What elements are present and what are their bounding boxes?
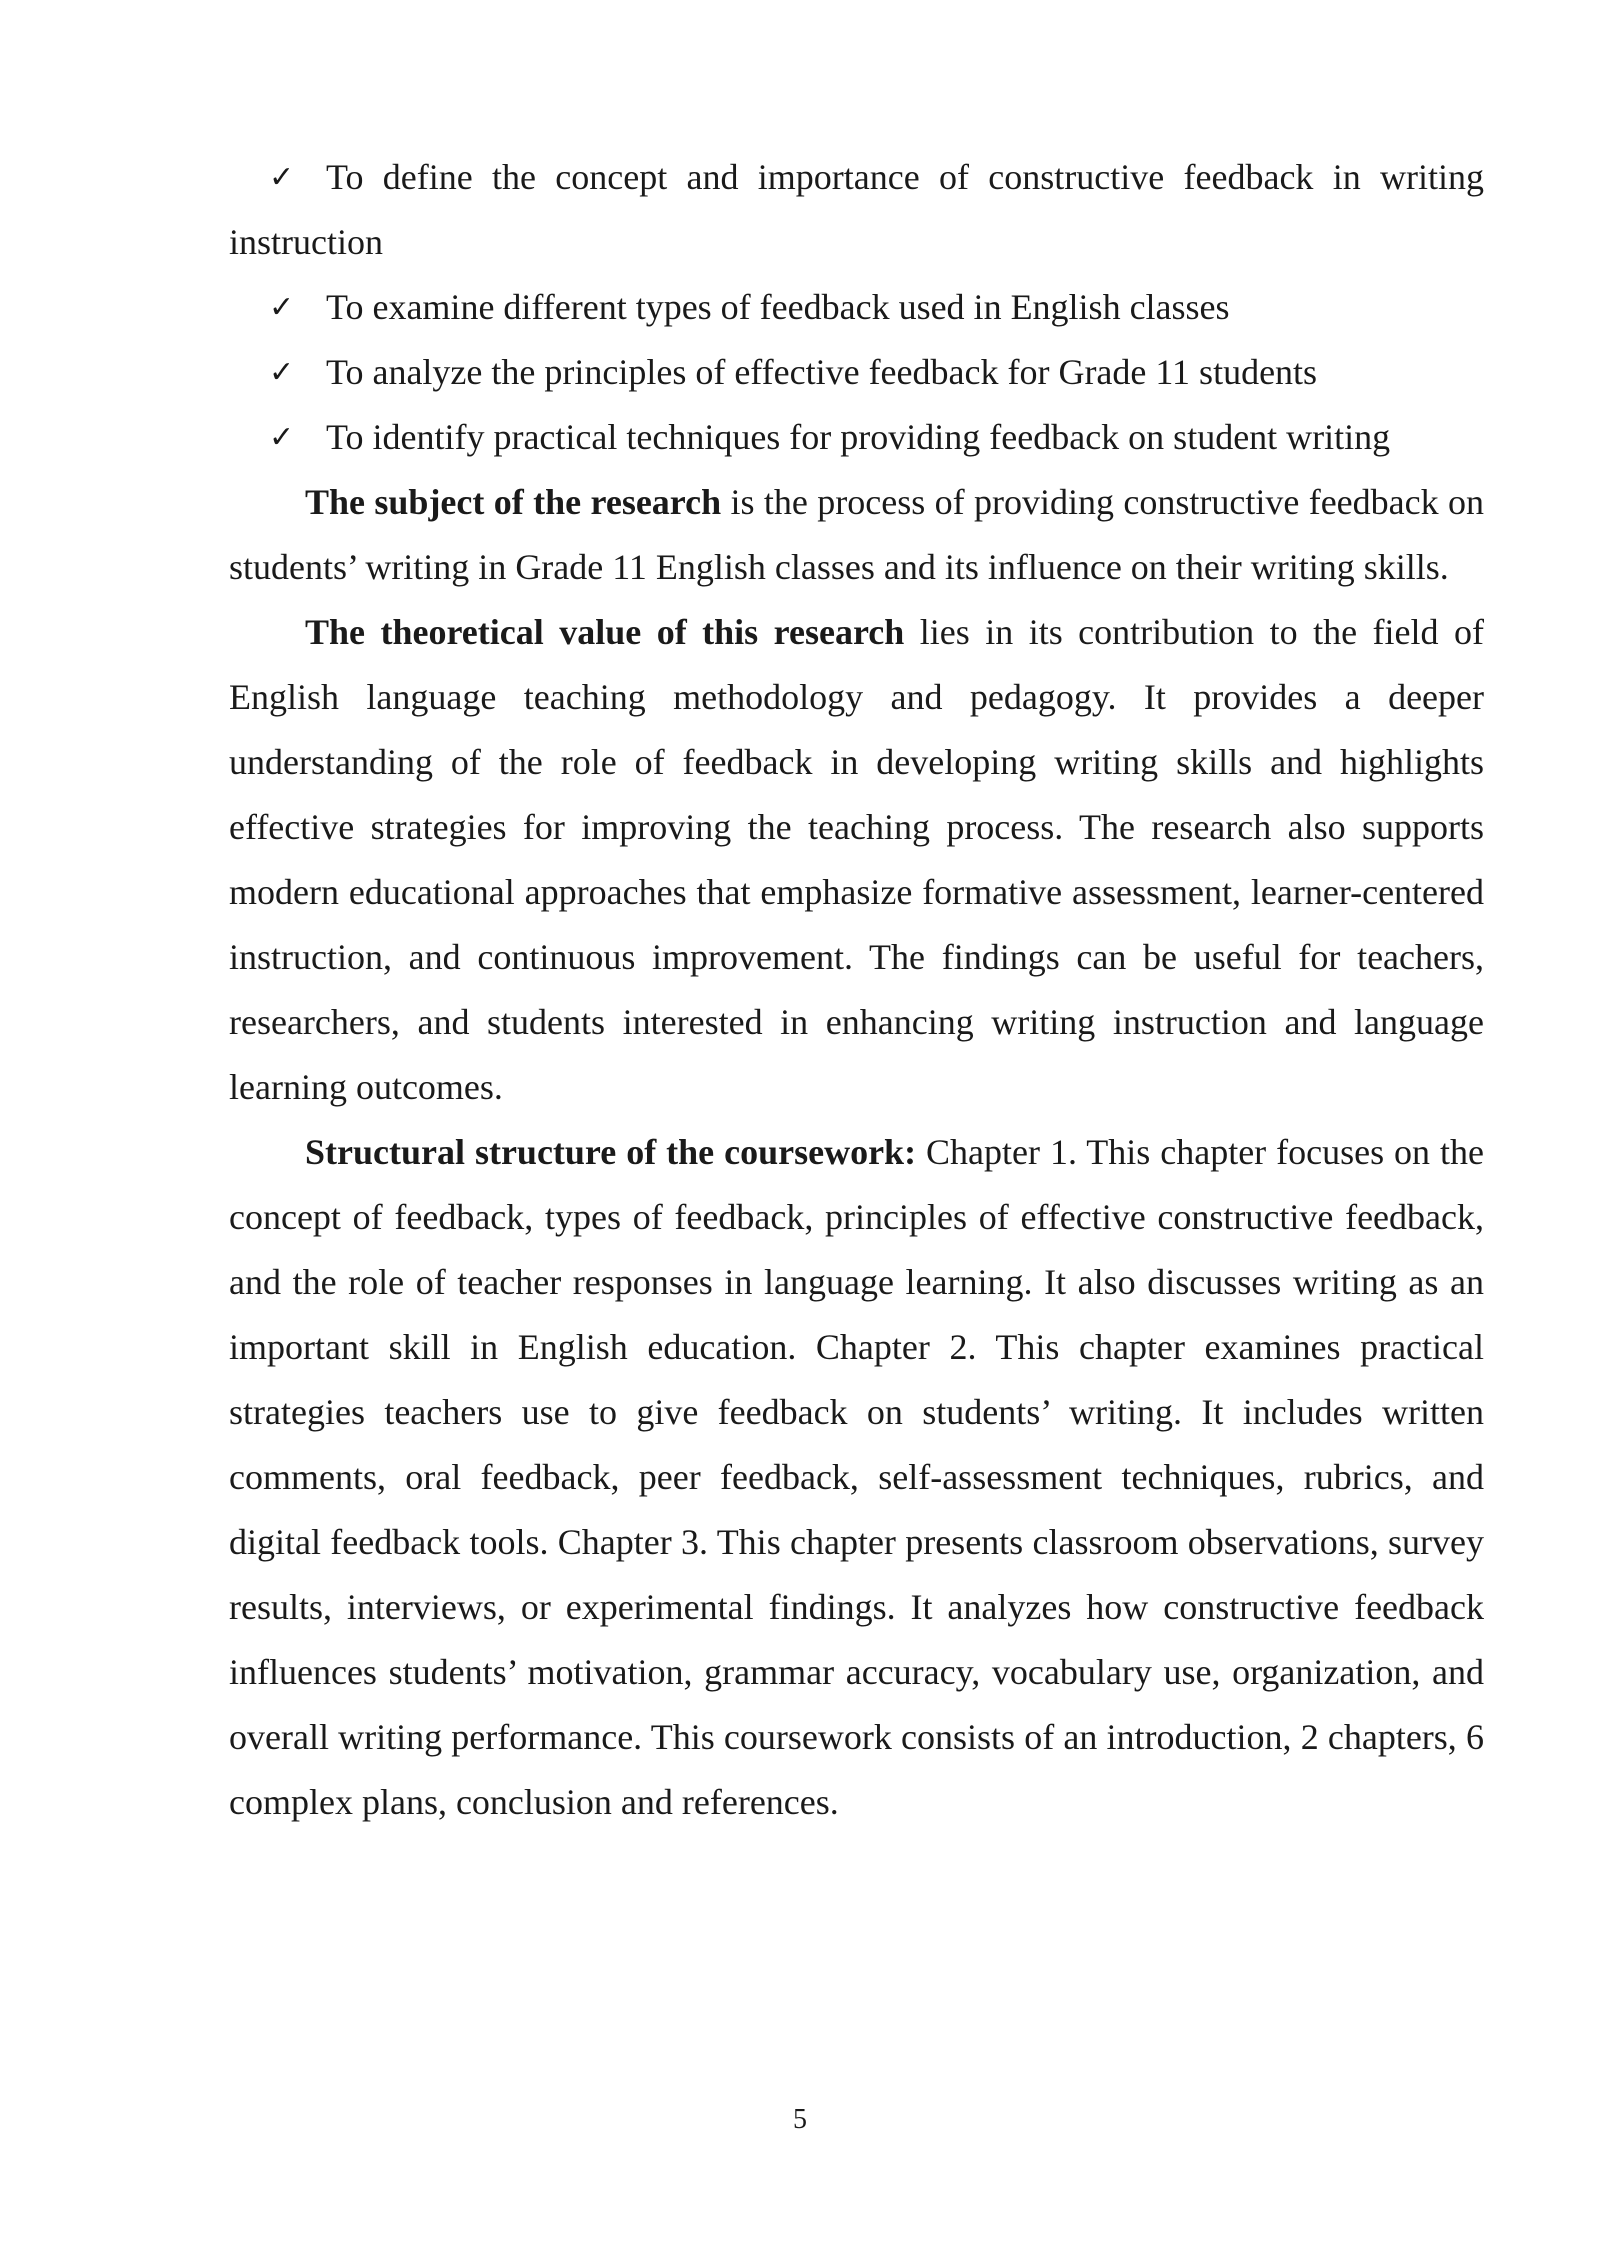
objective-text: To analyze the principles of effective feedback for Grade 11 students — [326, 352, 1318, 392]
checkmark-icon: ✓ — [269, 160, 295, 195]
structure-paragraph — [229, 1120, 1484, 1835]
objective-text: To examine different types of feedback used in English classes — [326, 287, 1230, 327]
structure-heading: Structural structure of the coursework: — [305, 1132, 917, 1172]
theoretical-value-heading: The theoretical value of this research — [305, 612, 905, 652]
objective-text: To identify practical techniques for providing feedback on student writing — [326, 417, 1391, 457]
theoretical-value-text: lies in its contribution to the field of English language teaching methodology and pedagogy. It provides a deeper understanding of the role of feedback in developing writing skills and highlights effective strategies for improving the teaching process. The research also supports modern educational approaches that emphasize formative assessment, learner-centered instruction, and continuous improvement. The findings can be useful for teachers, researchers, and students interested in enhancing writing instruction and language learning outcomes. — [229, 612, 1484, 1107]
page-body — [229, 145, 1484, 1835]
subject-heading: The subject of the research — [305, 482, 722, 522]
objective-item — [229, 405, 1484, 470]
subject-paragraph — [229, 470, 1484, 600]
checkmark-icon: ✓ — [269, 355, 295, 390]
objective-item — [229, 275, 1484, 340]
objective-item — [229, 340, 1484, 405]
checkmark-icon: ✓ — [269, 420, 295, 455]
objective-item — [229, 145, 1484, 275]
subject-text: is the process of providing constructive feedback on students’ writing in Grade 11 English classes and its influence on their writing skills. — [229, 482, 1484, 587]
page-number: 5 — [793, 2104, 807, 2135]
structure-text: Chapter 1. This chapter focuses on the concept of feedback, types of feedback, principles of effective constructive feedback, and the role of teacher responses in language learning. It also discusses writing as an important skill in English education. Chapter 2. This chapter examines practical strategies teachers use to give feedback on students’ writing. It includes written comments, oral feedback, peer feedback, self-assessment techniques, rubrics, and digital feedback tools. Chapter 3. This chapter presents classroom observations, survey results, interviews, or experimental findings. It analyzes how constructive feedback influences students’ motivation, grammar accuracy, vocabulary use, organization, and overall writing performance. This coursework consists of an introduction, 2 chapters, 6 complex plans, conclusion and references. — [229, 1132, 1484, 1822]
objective-text: To define the concept and importance of constructive feedback in writing instruction — [229, 157, 1484, 262]
checkmark-icon: ✓ — [269, 290, 295, 325]
theoretical-value-paragraph — [229, 600, 1484, 1120]
